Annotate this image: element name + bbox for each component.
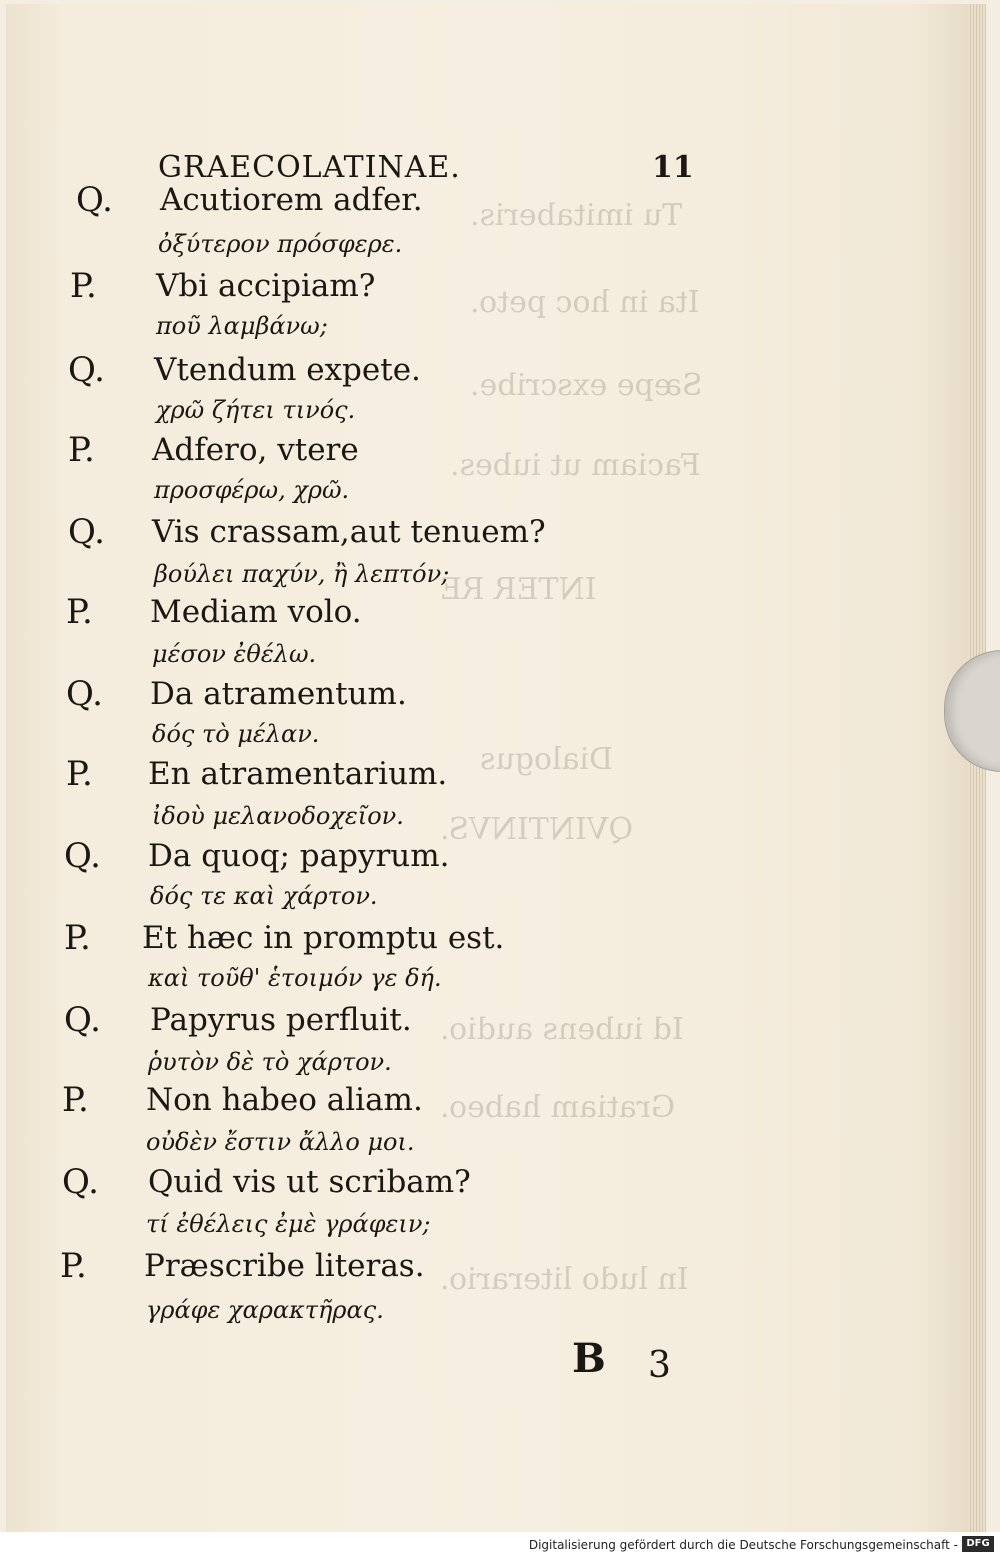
greek-line: τί ἐθέλεις ἐμὲ γράφειν; [146,1210,431,1238]
speaker-mark: P. [70,266,97,306]
show-through: Id iubens audio. [440,1012,684,1047]
speaker-mark: Q. [68,512,105,552]
greek-line: δός τε καὶ χάρτον. [150,882,378,910]
latin-line: Acutiorem adfer. [160,182,423,218]
running-title: GRAECOLATINAE. [158,150,461,185]
show-through: Gratiam habeo. [440,1090,675,1125]
greek-line: οὐδὲν ἔστιν ἄλλο μοι. [146,1128,415,1156]
latin-line: Non habeo aliam. [146,1082,423,1118]
speaker-mark: P. [60,1246,87,1286]
latin-line: Et hæc in promptu est. [142,920,505,956]
latin-line: Mediam volo. [150,594,362,630]
speaker-mark: Q. [66,674,103,714]
greek-line: μέσον ἐθέλω. [152,640,317,668]
latin-line: Quid vis ut scribam? [148,1164,471,1200]
show-through: INTER RE [440,572,597,607]
speaker-mark: Q. [64,836,101,876]
speaker-mark: P. [66,592,93,632]
latin-line: Vtendum expete. [154,352,421,388]
show-through: QVINTINVS. [440,812,634,847]
latin-line: Da atramentum. [150,676,407,712]
speaker-mark: P. [62,1080,89,1120]
greek-line: ῥυτὸν δὲ τὸ χάρτον. [148,1048,392,1076]
speaker-mark: Q. [64,1000,101,1040]
latin-line: Da quoq; papyrum. [148,838,450,874]
speaker-mark: P. [66,754,93,794]
speaker-mark: P. [68,430,95,470]
latin-line: Vbi accipiam? [156,268,376,304]
greek-line: ποῦ λαμβάνω; [156,312,328,340]
signature-letter: B [572,1335,606,1382]
greek-line: καὶ τοῦθ' ἑτοιμόν γε δή. [148,964,442,992]
latin-line: Adfero, vtere [152,432,359,468]
speaker-mark: P. [64,918,91,958]
greek-line: βούλει παχύν, ἢ λεπτόν; [154,560,450,588]
signature-number: 3 [648,1345,671,1386]
show-through: Dialogus [480,742,614,777]
greek-line: δός τὸ μέλαν. [152,720,320,748]
show-through: In ludo literario. [440,1262,689,1297]
greek-line: ὀξύτερον πρόσφερε. [158,230,403,258]
latin-line: En atramentarium. [148,756,448,792]
show-through: Faciam ut iubes. [450,448,701,483]
greek-line: ἰδοὺ μελανοδοχεῖον. [152,802,404,830]
show-through: Tu imitaberis. [470,198,683,233]
greek-line: γράφε χαρακτῆρας. [146,1296,384,1324]
speaker-mark: Q. [68,350,105,390]
latin-line: Vis crassam,aut tenuem? [152,514,546,550]
dfg-logo: DFG [962,1536,994,1552]
speaker-mark: Q. [62,1162,99,1202]
latin-line: Præscribe literas. [144,1248,425,1284]
greek-line: χρῶ ζήτει τινός. [156,396,356,424]
show-through: Sæpe exscribe. [470,368,703,403]
funding-credit: Digitalisierung gefördert durch die Deutsche Forschungsgemeinschaft - [528,1538,958,1552]
folio-number: 11 [652,150,694,185]
speaker-mark: Q. [76,180,113,220]
show-through: Ita in hoc peto. [470,285,700,320]
latin-line: Papyrus perfluit. [150,1002,412,1038]
greek-line: προσφέρω, χρῶ. [154,476,350,504]
